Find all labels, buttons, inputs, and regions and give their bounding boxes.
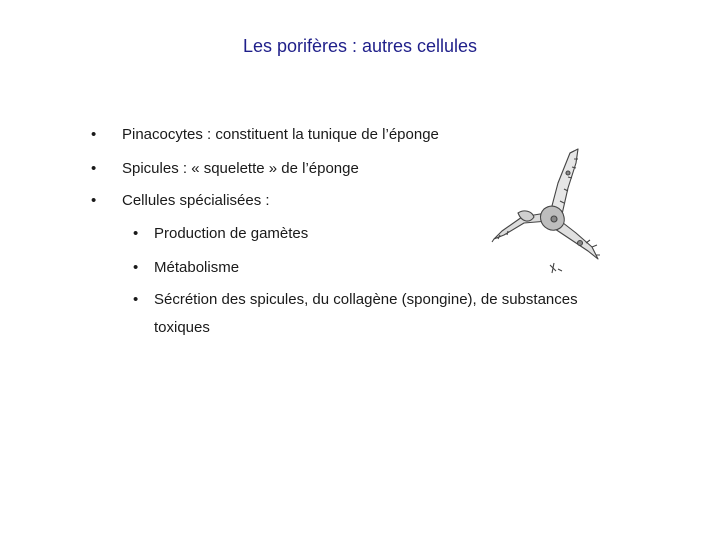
bullet-cellules-specialisees: Cellules spécialisées : — [122, 192, 270, 209]
bullet-marker: • — [91, 160, 97, 177]
sponge-cell-illustration — [488, 143, 606, 283]
sub-bullet-marker: • — [133, 225, 139, 242]
bullet-spicules: Spicules : « squelette » de l’éponge — [122, 160, 359, 177]
sub-bullet-secretion-line2: toxiques — [154, 319, 210, 336]
bullet-marker: • — [91, 126, 97, 143]
bullet-pinacocytes: Pinacocytes : constituent la tunique de l’éponge — [122, 126, 439, 143]
sub-bullet-marker: • — [133, 291, 139, 308]
sub-bullet-secretion-line1: Sécrétion des spicules, du collagène (spongine), de substances — [154, 291, 578, 308]
sub-bullet-marker: • — [133, 259, 139, 276]
sub-bullet-gametes: Production de gamètes — [154, 225, 309, 242]
bullet-marker: • — [91, 192, 97, 209]
sub-bullet-metabolisme: Métabolisme — [154, 259, 240, 276]
page-title: Les porifères : autres cellules — [242, 36, 478, 56]
